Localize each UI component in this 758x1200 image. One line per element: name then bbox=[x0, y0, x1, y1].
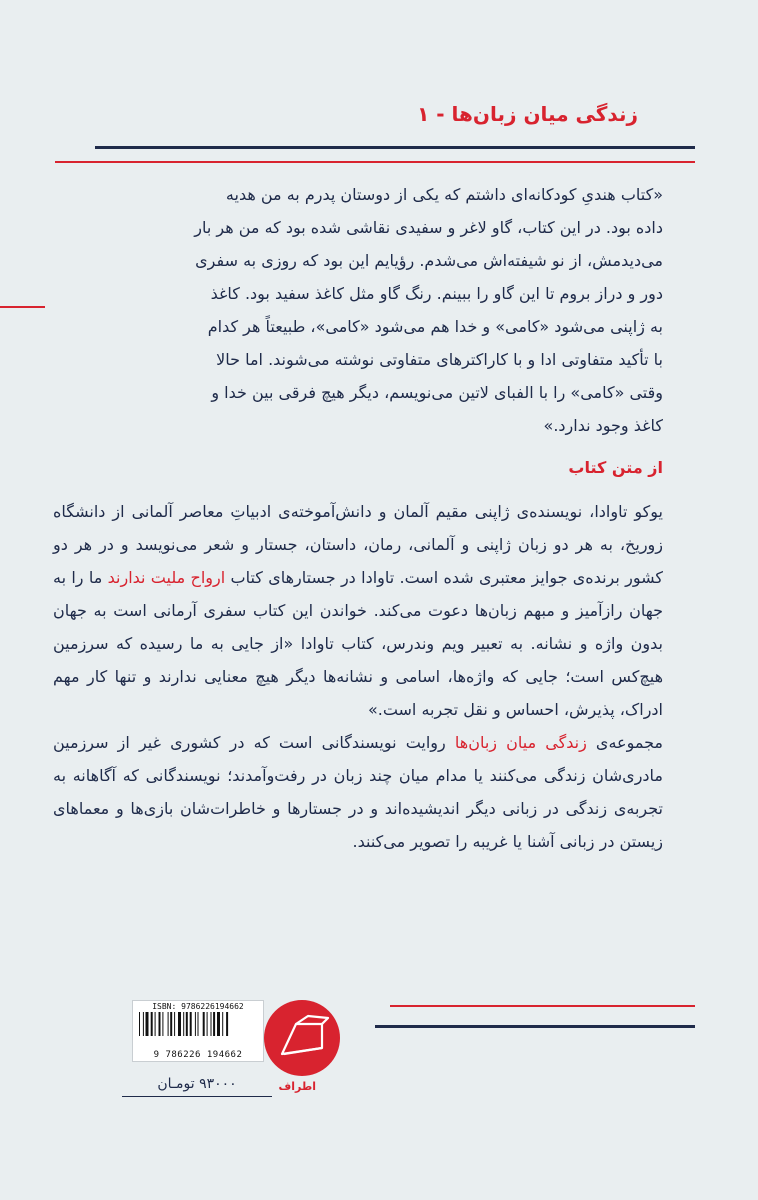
barcode-bar bbox=[198, 1012, 199, 1036]
quote-line: کاغذ وجود ندارد.» bbox=[543, 416, 663, 435]
barcode-bar bbox=[146, 1012, 149, 1036]
about-text: یوکو تاوادا، نویسنده‌ی ژاپنی مقیم آلمان و دانش‌آموخته‌ی ادبیاتِ معاصر آلمانی از دانشگاه زوریخ، به هر دو زبان ژاپنی و آلمانی، رمان، داستان، جستار و شعر می‌نویسد و در هر دو کشور برنده‌ی جوایز معتبری شده است. تاوادا در جستارهای کتاب bbox=[53, 502, 664, 587]
barcode-bar bbox=[183, 1012, 184, 1036]
price-underline bbox=[122, 1096, 272, 1097]
title-rule-navy bbox=[95, 146, 695, 149]
about-paragraph-author bbox=[53, 495, 663, 726]
bottom-rule-red bbox=[390, 1005, 695, 1007]
barcode-bar bbox=[178, 1012, 181, 1036]
barcode-bar bbox=[162, 1012, 163, 1036]
barcode-bar bbox=[211, 1012, 212, 1036]
bottom-rule-navy bbox=[375, 1025, 695, 1028]
about-text: روایت نویسندگانی است که در کشوری غیر از سرزمین مادری‌شان زندگی می‌کنند یا مدام میان چند زبان در رفت‌وآمدند؛ نویسندگانی که آگاهانه به تجربه‌ی زندگی در زبانی دیگر اندیشیده‌اند و در جستارها و خاطرات‌شان بازی‌ها و معماهای زیستن در زبانی آشنا یا غریبه را تصویر می‌کنند. bbox=[53, 733, 663, 851]
barcode-bar bbox=[207, 1012, 208, 1036]
quote-line: وقتی «کامی» را با الفبای لاتین می‌نویسم، دیگر هیچ فرقی بین خدا و bbox=[211, 383, 663, 402]
quote-line: دور و دراز بروم تا این گاو را ببینم. رنگ گاو مثل کاغذ سفید بود. کاغذ bbox=[210, 284, 663, 303]
quote-line: داده بود. در این کتاب، گاو لاغر و سفیدی نقاشی شده بود که من هر بار bbox=[194, 218, 663, 237]
barcode-bar bbox=[222, 1012, 223, 1036]
about-text: مجموعه‌ی bbox=[586, 733, 663, 752]
about-paragraph-series bbox=[53, 726, 663, 858]
barcode-bar bbox=[151, 1012, 153, 1036]
quote-rule-red bbox=[0, 306, 45, 308]
barcode-bar bbox=[203, 1012, 205, 1036]
barcode-bar bbox=[186, 1012, 188, 1036]
about-text: ما را به جهان رازآمیز و مبهم زبان‌ها دعوت می‌کند. خواندن این کتاب سفری آرمانی است به جهان بدون واژه و نشانه. به تعبیر ویم وندرس، کتاب تاوادا «از جایی به ما رسیده که سرزمین هیچ‌کس است؛ جایی که واژه‌ها، اسامی و نشانه‌ها دیگر هیچ معنایی ندارند و تنها کار مهم ادراک، پذیرش، احساس و نقل تجربه است.» bbox=[53, 568, 663, 719]
title-rule-red bbox=[55, 161, 695, 163]
barcode-bar bbox=[143, 1012, 144, 1036]
about-block bbox=[53, 495, 663, 858]
barcode-bar bbox=[170, 1012, 172, 1036]
barcode-bar bbox=[213, 1012, 215, 1036]
barcode-bars bbox=[139, 1012, 257, 1046]
quote-line: به ژاپنی می‌شود «کامی» و خدا هم می‌شود «کامی»، طبیعتاً هر کدام bbox=[207, 317, 663, 336]
barcode-bar bbox=[217, 1012, 220, 1036]
barcode-bar bbox=[195, 1012, 196, 1036]
publisher-name: اطراف bbox=[278, 1080, 316, 1093]
barcode-bar bbox=[159, 1012, 161, 1036]
barcode-bar bbox=[155, 1012, 156, 1036]
price: ۹۳۰۰۰ تومـان bbox=[157, 1076, 237, 1092]
isbn-barcode bbox=[132, 1000, 264, 1062]
barcode-bar bbox=[168, 1012, 169, 1036]
barcode-bar bbox=[174, 1012, 175, 1036]
publisher-logo-icon bbox=[262, 998, 342, 1078]
quote-line: می‌دیدمش، از نو شیفته‌اش می‌شدم. رؤیایم این بود که روزی به سفری bbox=[195, 251, 663, 270]
quote-source: از متن کتاب bbox=[568, 458, 663, 477]
barcode-bar bbox=[190, 1012, 192, 1036]
barcode-bar bbox=[139, 1012, 140, 1036]
barcode-digits: 9 786226 194662 bbox=[153, 1050, 243, 1060]
barcode-bar bbox=[226, 1012, 228, 1036]
series-title: زندگی میان زبان‌ها - ۱ bbox=[417, 102, 638, 126]
book-title-highlight: ارواح ملیت ندارند bbox=[107, 568, 226, 587]
isbn-label: ISBN: 9786226194662 bbox=[152, 1002, 244, 1011]
quote-block bbox=[53, 178, 663, 458]
quote-line: با تأکید متفاوتی ادا و با کاراکترهای متفاوتی نوشته می‌شوند. اما حالا bbox=[216, 350, 663, 369]
quote-line: «کتاب هندیِ کودکانه‌ای داشتم که یکی از دوستان پدرم به من هدیه bbox=[225, 185, 663, 204]
series-title-highlight: زندگی میان زبان‌ها bbox=[454, 733, 587, 752]
